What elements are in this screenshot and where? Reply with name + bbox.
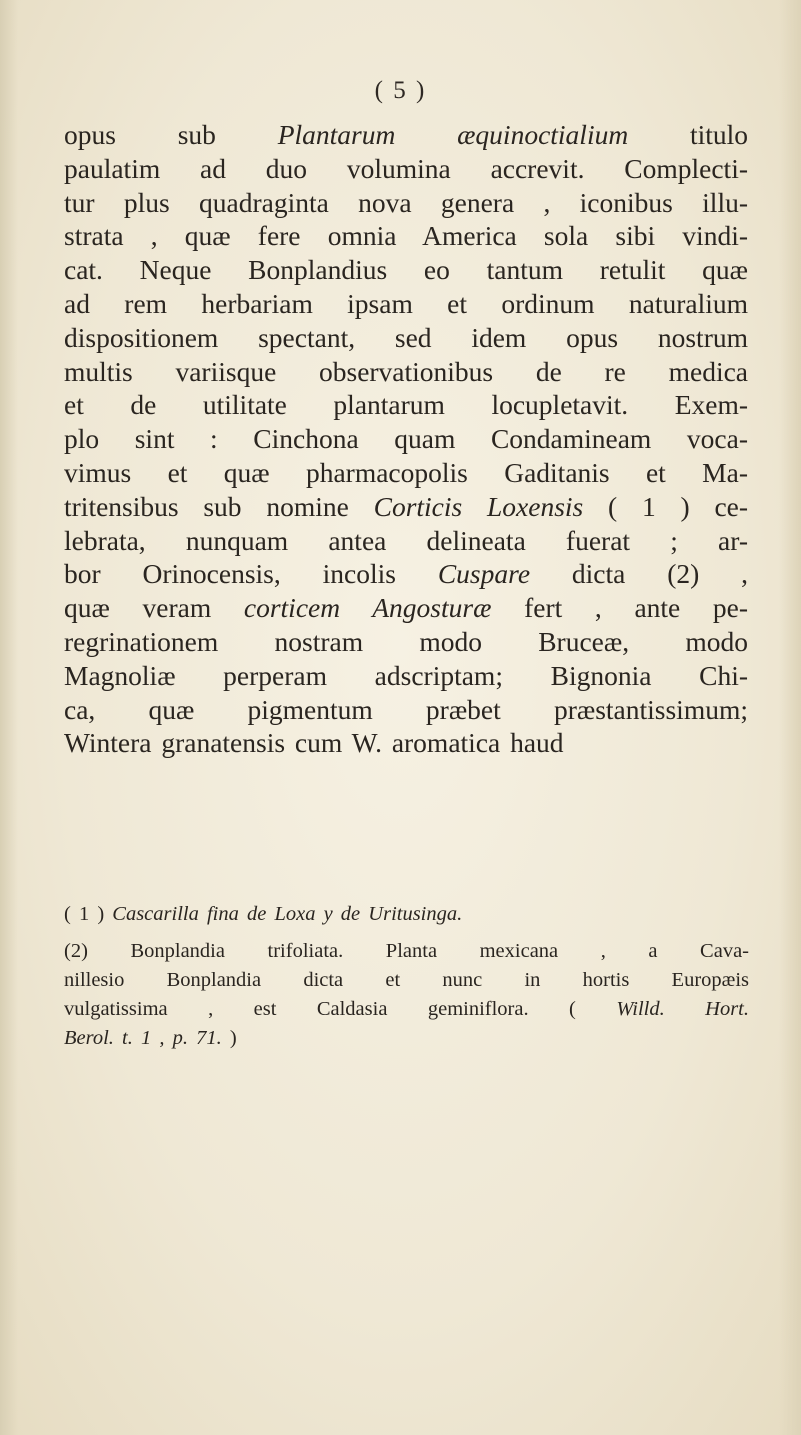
footnote-ref: ( 1 ) ce- <box>608 490 749 522</box>
text-line: dispositionem spectant, sed idem opus nostrum <box>64 321 748 353</box>
citation-italic: Willd. Hort. <box>616 998 750 1020</box>
text-line <box>64 900 749 929</box>
footnote-number: ( 1 ) <box>64 903 105 925</box>
footnote-ref: dicta (2) , <box>571 558 749 590</box>
page-edge-shadow-left <box>0 0 18 1435</box>
text-line: (2) Bonplandia trifoliata. Planta mexicana , a Cava- <box>64 940 749 962</box>
footnotes <box>64 900 749 1061</box>
text-line <box>64 591 748 625</box>
text-line: Magnoliæ perperam adscriptam; Bignonia Chi- <box>64 659 748 691</box>
citation-italic: Berol. t. 1 , p. 71. <box>64 1027 222 1049</box>
text-line: cat. Neque Bonplandius eo tantum retulit quæ <box>64 254 748 286</box>
italic-title: Plantarum æquinoctialium <box>277 119 629 150</box>
page-number: ( 5 ) <box>374 77 427 104</box>
text-line: vimus et quæ pharmacopolis Gaditanis et Ma- <box>64 456 748 488</box>
text-span: opus sub <box>64 119 216 150</box>
text-span: quæ veram <box>64 592 212 624</box>
text-line: tur plus quadraginta nova genera , iconibus illu- <box>64 186 748 218</box>
text-line: paulatim ad duo volumina accrevit. Complecti- <box>64 152 748 184</box>
text-line <box>64 557 748 591</box>
text-span: vulgatissima , est Caldasia geminiflora. ( <box>64 998 576 1020</box>
text-line: nillesio Bonplandia dicta et nunc in hortis Europæis <box>64 969 749 991</box>
footnote-1 <box>64 900 749 929</box>
text-line <box>64 1024 749 1053</box>
italic-term: Cuspare <box>437 558 531 590</box>
text-span: ) <box>229 1027 237 1049</box>
text-line: multis variisque observationibus de re medica <box>64 355 748 387</box>
footnote-text: Cascarilla fina de Loxa y de Uritusinga. <box>112 903 463 925</box>
text-line: plo sint : Cinchona quam Condamineam voca- <box>64 423 748 455</box>
text-line: strata , quæ fere omnia America sola sibi vindi- <box>64 220 748 252</box>
page-edge-shadow-right <box>779 0 801 1435</box>
text-line: ca, quæ pigmentum præbet præstantissimum; <box>64 693 748 725</box>
text-span: titulo <box>689 119 749 150</box>
main-paragraph <box>64 118 748 760</box>
text-span: tritensibus sub nomine <box>64 490 349 522</box>
text-line <box>64 490 748 524</box>
text-line: et de utilitate plantarum locupletavit. Exem- <box>64 389 748 421</box>
text-line <box>64 118 748 152</box>
text-line <box>64 995 749 1024</box>
text-span: bor Orinocensis, incolis <box>64 558 396 590</box>
italic-term: corticem Angosturæ <box>243 592 492 624</box>
text-span: fert , ante pe- <box>524 592 749 624</box>
text-line: regrinationem nostram modo Bruceæ, modo <box>64 625 748 657</box>
text-line: Wintera granatensis cum W. aromatica haud <box>64 727 564 759</box>
footnote-2 <box>64 937 749 1053</box>
text-line: lebrata, nunquam antea delineata fuerat ; ar- <box>64 524 748 556</box>
text-line: ad rem herbariam ipsam et ordinum naturalium <box>64 287 748 319</box>
italic-term: Corticis Loxensis <box>373 490 584 522</box>
